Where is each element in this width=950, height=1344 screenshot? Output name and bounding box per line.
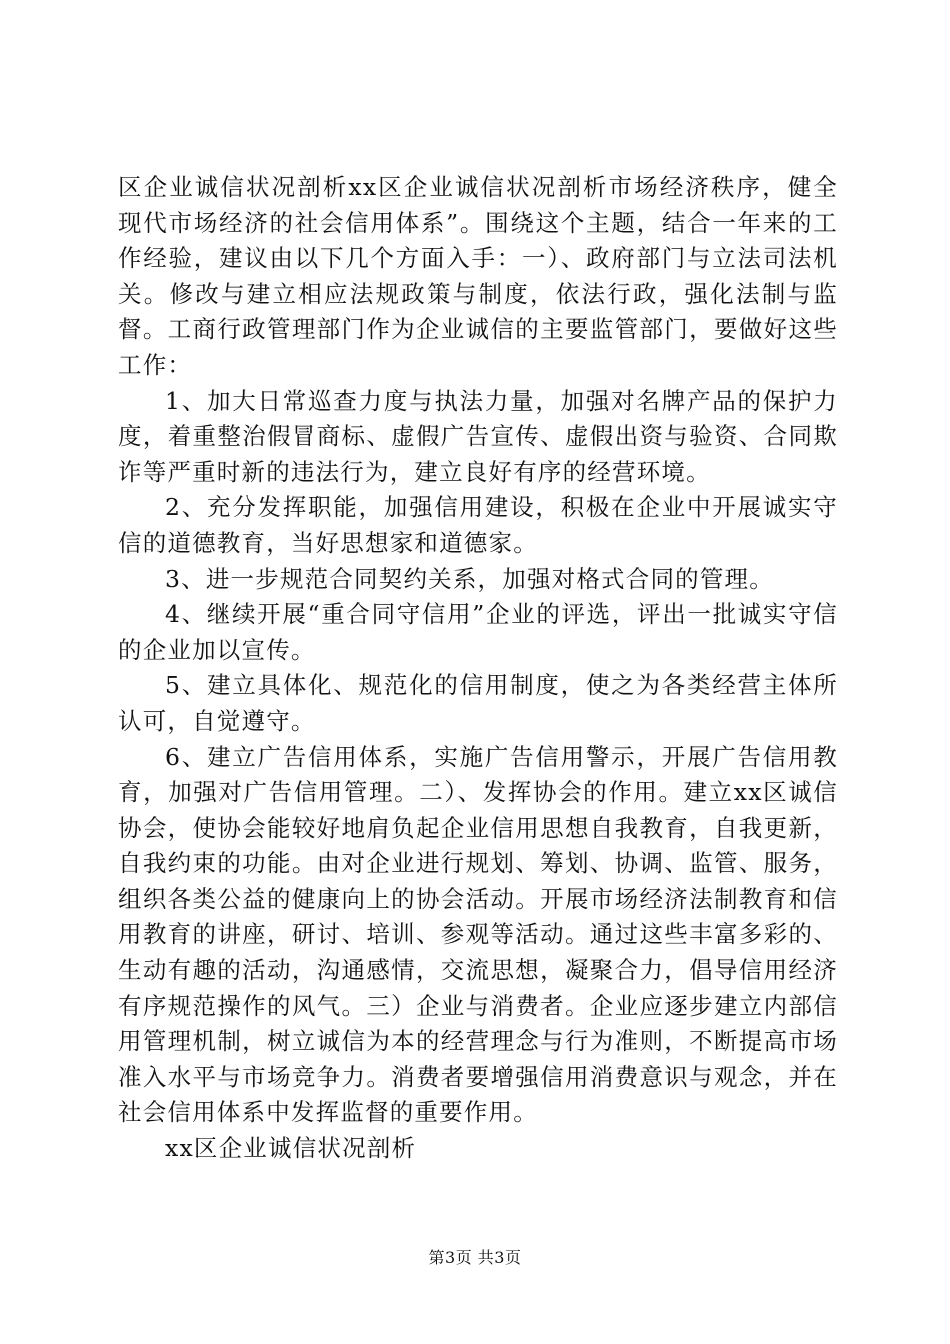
paragraph-item-4: 4、继续开展“重合同守信用”企业的评选，评出一批诚实守信的企业加以宣传。	[118, 600, 838, 664]
document-body	[118, 170, 838, 1167]
page-number-footer: 第3页 共3页	[428, 1248, 522, 1267]
paragraph-closing-title: xx区企业诚信状况剖析	[165, 1134, 417, 1163]
paragraph-item-2: 2、充分发挥职能，加强信用建设，积极在企业中开展诚实守信的道德教育，当好思想家和道德家。	[118, 493, 838, 557]
paragraph-item-6: 6、建立广告信用体系，实施广告信用警示，开展广告信用教育，加强对广告信用管理。二）、发挥协会的作用。建立xx区诚信协会，使协会能较好地肩负起企业信用思想自我教育，自我更新，自我约束的功能。由对企业进行规划、筹划、协调、监管、服务，组织各类公益的健康向上的协会活动。开展市场经济法制教育和信用教育的讲座，研讨、培训、参观等活动。通过这些丰富多彩的、生动有趣的活动，沟通感情，交流思想，凝聚合力，倡导信用经济有序规范操作的风气。三）企业与消费者。企业应逐步建立内部信用管理机制，树立诚信为本的经营理念与行为准则，不断提高市场准入水平与市场竞争力。消费者要增强信用消费意识与观念，并在社会信用体系中发挥监督的重要作用。	[118, 742, 838, 1127]
paragraph-item-1: 1、加大日常巡查力度与执法力量，加强对名牌产品的保护力度，着重整治假冒商标、虚假广告宣传、虚假出资与验资、合同欺诈等严重时新的违法行为，建立良好有序的经营环境。	[118, 386, 838, 486]
paragraph-item-5: 5、建立具体化、规范化的信用制度，使之为各类经营主体所认可，自觉遵守。	[118, 671, 838, 735]
paragraph-intro: 区企业诚信状况剖析xx区企业诚信状况剖析市场经济秩序，健全现代市场经济的社会信用体系”。围绕这个主题，结合一年来的工作经验，建议由以下几个方面入手：一）、政府部门与立法司法机关。修改与建立相应法规政策与制度，依法行政，强化法制与监督。工商行政管理部门作为企业诚信的主要监管部门，要做好这些工作：	[118, 173, 838, 379]
paragraph-item-3: 3、进一步规范合同契约关系，加强对格式合同的管理。	[165, 564, 774, 593]
